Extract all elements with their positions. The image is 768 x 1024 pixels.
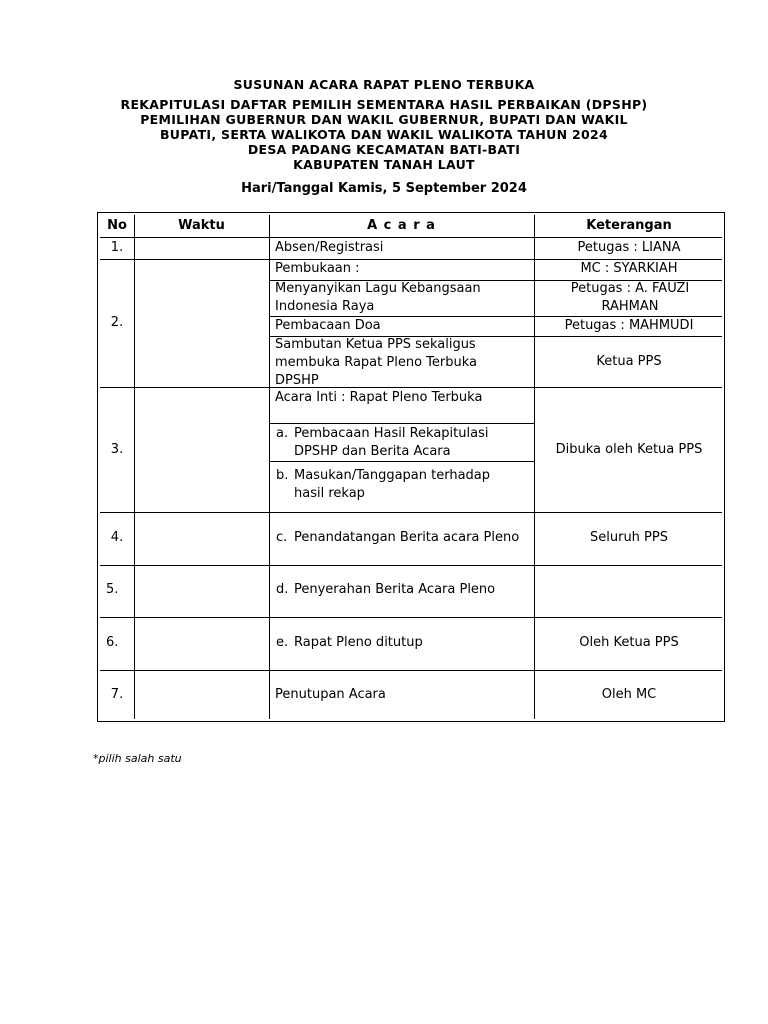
document-title: SUSUNAN ACARA RAPAT PLENO TERBUKA	[233, 77, 535, 92]
remark: Oleh Ketua PPS	[579, 635, 679, 650]
list-marker: e.	[276, 635, 289, 650]
list-marker: d.	[276, 582, 289, 597]
header-waktu: Waktu	[178, 218, 225, 233]
remark: Seluruh PPS	[590, 530, 668, 545]
agenda-item: Sambutan Ketua PPS sekaligus membuka Rapat Pleno Terbuka DPSHP	[275, 337, 477, 388]
subtitle-line: REKAPITULASI DAFTAR PEMILIH SEMENTARA HASIL PERBAIKAN (DPSHP)	[120, 97, 648, 112]
agenda-item: Menyanyikan Lagu Kebangsaan Indonesia Raya	[275, 281, 481, 314]
agenda-sub-item	[276, 529, 531, 547]
row-number: 7.	[110, 687, 124, 702]
row-divider	[100, 670, 722, 671]
footnote: *pilih salah satu	[93, 752, 182, 765]
subtitle-line: PEMILIHAN GUBERNUR DAN WAKIL GUBERNUR, BUPATI DAN WAKIL	[140, 112, 628, 127]
agenda-sub-item	[276, 581, 531, 599]
header-acara: A c a r a	[367, 218, 436, 233]
row-divider	[100, 617, 722, 618]
remark: Petugas : MAHMUDI	[564, 318, 694, 333]
agenda-item: Acara Inti : Rapat Pleno Terbuka	[275, 390, 483, 405]
row-divider	[100, 565, 722, 566]
agenda-table	[97, 212, 725, 722]
remark: Petugas : A. FAUZI RAHMAN	[570, 281, 690, 314]
event-date: Hari/Tanggal Kamis, 5 September 2024	[241, 181, 527, 196]
agenda-table-grid	[100, 215, 722, 719]
list-marker: a.	[276, 426, 289, 441]
row-divider	[100, 512, 722, 513]
agenda-item: Pembacaan Doa	[275, 318, 381, 333]
subtitle-line: BUPATI, SERTA WALIKOTA DAN WAKIL WALIKOTA TAHUN 2024	[159, 127, 609, 142]
agenda-item: Penyerahan Berita Acara Pleno	[294, 582, 496, 597]
agenda-item: Rapat Pleno ditutup	[294, 635, 423, 650]
list-marker: c.	[276, 530, 288, 545]
row-number: 1.	[110, 240, 124, 255]
remark: Oleh MC	[601, 687, 657, 702]
document-subtitle	[0, 97, 768, 172]
row-number: 5.	[106, 582, 119, 597]
header-no: No	[107, 218, 127, 233]
remark: Dibuka oleh Ketua PPS	[555, 442, 703, 457]
remark: Ketua PPS	[596, 354, 662, 369]
row-number: 4.	[110, 530, 124, 545]
subtitle-line: DESA PADANG KECAMATAN BATI-BATI	[247, 142, 521, 157]
agenda-sub-item	[276, 467, 506, 503]
agenda-sub-item	[276, 425, 516, 461]
agenda-item: Pembacaan Hasil Rekapitulasi DPSHP dan Berita Acara	[294, 426, 489, 459]
agenda-item: Absen/Registrasi	[275, 240, 384, 255]
row-divider	[100, 237, 722, 238]
col-divider	[269, 215, 270, 719]
row-number: 6.	[106, 635, 119, 650]
agenda-item: Penutupan Acara	[275, 687, 386, 702]
subtitle-line: KABUPATEN TANAH LAUT	[293, 157, 475, 172]
sub-row-divider	[269, 423, 534, 424]
remark: Petugas : LIANA	[577, 240, 681, 255]
list-marker: b.	[276, 468, 289, 483]
row-number: 3.	[110, 442, 124, 457]
agenda-sub-item	[276, 634, 531, 652]
remark: MC : SYARKIAH	[580, 261, 678, 276]
agenda-item: Pembukaan :	[275, 261, 360, 276]
agenda-item: Penandatangan Berita acara Pleno	[294, 530, 520, 545]
header-keterangan: Keterangan	[586, 218, 672, 233]
row-number: 2.	[110, 315, 124, 330]
col-divider	[134, 215, 135, 719]
agenda-item: Masukan/Tanggapan terhadap hasil rekap	[294, 468, 491, 501]
sub-row-divider	[269, 461, 534, 462]
